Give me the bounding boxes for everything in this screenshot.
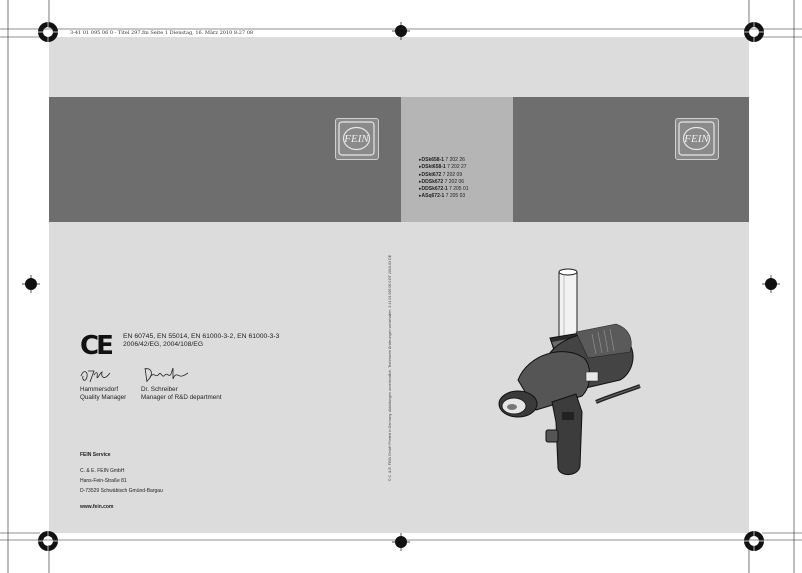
model-item: ▸DSkt672 7 202 09 xyxy=(419,171,463,178)
ce-mark: CE xyxy=(80,331,111,361)
print-slug: 3-41 01 095 06 0 - Titel 297.fm Seite 1 Dienstag, 16. März 2010 8:27 08 xyxy=(70,30,254,36)
model-item: ▸ASq672-1 7 205 03 xyxy=(419,193,466,200)
logo-text: FEIN xyxy=(344,133,369,145)
model-item: ▸DDSk672 7 202 06 xyxy=(419,178,465,185)
model-item: ▸DSk658-1 7 202 26 xyxy=(419,157,465,163)
directives-line: 2006/42/EG, 2004/108/EG xyxy=(123,341,204,349)
model-item: ▸DSkt658-1 7 202 27 xyxy=(419,164,467,171)
service-web[interactable]: www.fein.com xyxy=(80,504,114,510)
signatory-2: Dr. Schreiber Manager of R&D department xyxy=(141,386,222,402)
service-city: D-73529 Schwäbisch Gmünd-Bargau xyxy=(80,488,163,494)
logo-text: FEIN xyxy=(684,133,709,145)
vertical-imprint: © C. & E. FEIN GmbH Printed in Germany. Abbildungen unverbindlich. Technische Änderungen vorbehalten. 3 41 01 095 06 0 BT 2010-03 DE xyxy=(388,254,392,482)
service-company: C. & E. FEIN GmbH xyxy=(80,468,125,474)
model-item: ▸DDSk672-1 7 205 01 xyxy=(419,186,469,193)
service-title: FEIN Service xyxy=(80,452,111,458)
signatory-1: Hammersdorf Quality Manager xyxy=(80,386,127,402)
standards-line: EN 60745, EN 55014, EN 61000-3-2, EN 61000-3-3 xyxy=(123,333,280,340)
service-street: Hans-Fein-Straße 81 xyxy=(80,478,127,484)
